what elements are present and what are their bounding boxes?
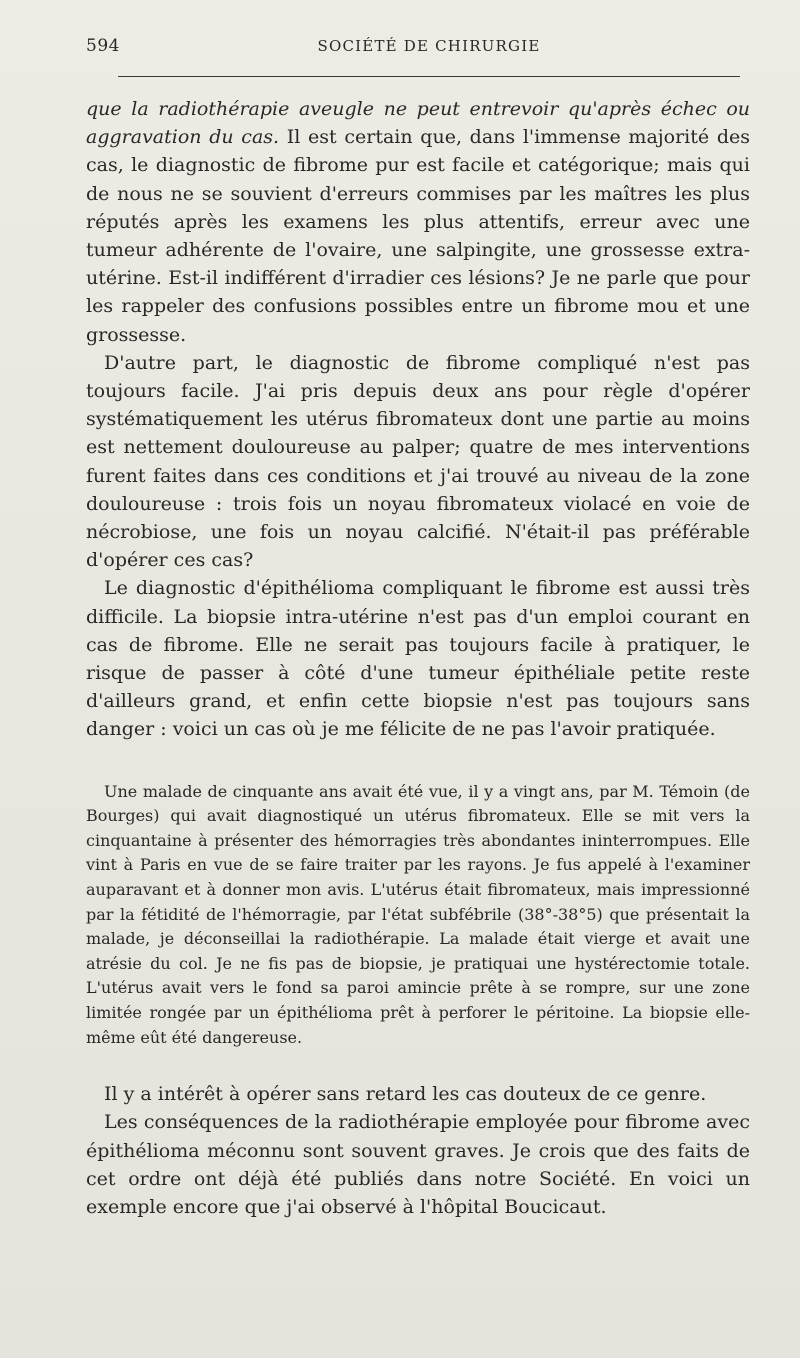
- header-rule: [118, 76, 740, 77]
- paragraph-continuation: [86, 95, 750, 349]
- paragraph-complicated-fibroma: D'autre part, le diagnostic de fibrome compliqué n'est pas toujours facile. J'ai pris depuis deux ans pour règle d'opérer systématiquement les utérus fibromateux dont une partie au moins est nettement douloureuse au palper; quatre de mes interventions furent faites dans ces conditions et j'ai trouvé au niveau de la zone douloureuse : trois fois un noyau fibromateux violacé en voie de nécrobiose, une fois un noyau calcifié. N'était-il pas préférable d'opérer ces cas?: [86, 351, 750, 572]
- case-report-text: Une malade de cinquante ans avait été vue, il y a vingt ans, par M. Témoin (de Bourges) qui avait diagnostiqué un utérus fibromateux. Elle se mit vers la cinquantaine à présenter des hémorragies très abondantes ininterrompues. Elle vint à Paris en vue de se faire traiter par les rayons. Je fus appelé à l'examiner auparavant et à donner mon avis. L'utérus était fibromateux, mais impressionné par la fétidité de l'hémorragie, par l'état subfébrile (38°-38°5) que présentait la malade, je déconseillai la radiothérapie. La malade était vierge et avait une atrésie du col. Je ne fis pas de biopsie, je pratiquai une hystérectomie totale. L'utérus avait vers le fond sa paroi amincie prête à se rompre, sur une zone limitée rongée par un épithélioma prêt à perforer le péritoine. La biopsie elle-même eût été dangereuse.: [86, 781, 750, 1047]
- page-header: [86, 36, 752, 58]
- italic-phrase: que la radiothérapie aveugle ne peut entrevoir qu'après échec ou aggravation du cas.: [86, 98, 750, 149]
- paragraph-operate-without-delay: Il y a intérêt à opérer sans retard les cas douteux de ce genre.: [104, 1083, 707, 1106]
- paragraph-radiotherapy-consequences: Les conséquences de la radiothérapie employée pour fibrome avec épithélioma méconnu sont souvent graves. Je crois que des faits de cet ordre ont déjà été publiés dans notre Société. En voici un exemple encore que j'ai observé à l'hôpital Boucicaut.: [86, 1111, 750, 1219]
- paragraph-epithelioma-diagnosis: Le diagnostic d'épithélioma compliquant le fibrome est aussi très difficile. La biopsie intra-utérine n'est pas d'un emploi courant en cas de fibrome. Elle ne serait pas toujours facile à pratiquer, le risque de passer à côté d'une tumeur épithéliale petite reste d'ailleurs grand, et enfin cette biopsie n'est pas toujours sans danger : voici un cas où je me félicite de ne pas l'avoir pratiquée.: [86, 577, 750, 741]
- running-head: SOCIÉTÉ DE CHIRURGIE: [317, 37, 541, 55]
- paragraph-text: Il est certain que, dans l'immense majorité des cas, le diagnostic de fibrome pur est facile et catégorique; mais qui de nous ne se souvient d'erreurs commises par les maîtres les plus réputés après les examens les plus attentifs, erreur avec une tumeur adhérente de l'ovaire, une salpingite, une grossesse extra-utérine. Est-il indifférent d'irradier ces lésions? Je ne parle que pour les rappeler des confusions possibles entre un fibrome mou et une grossesse.: [86, 126, 750, 346]
- case-report-block: [86, 780, 750, 1051]
- page-number: 594: [86, 36, 120, 56]
- body-text: [86, 95, 750, 1221]
